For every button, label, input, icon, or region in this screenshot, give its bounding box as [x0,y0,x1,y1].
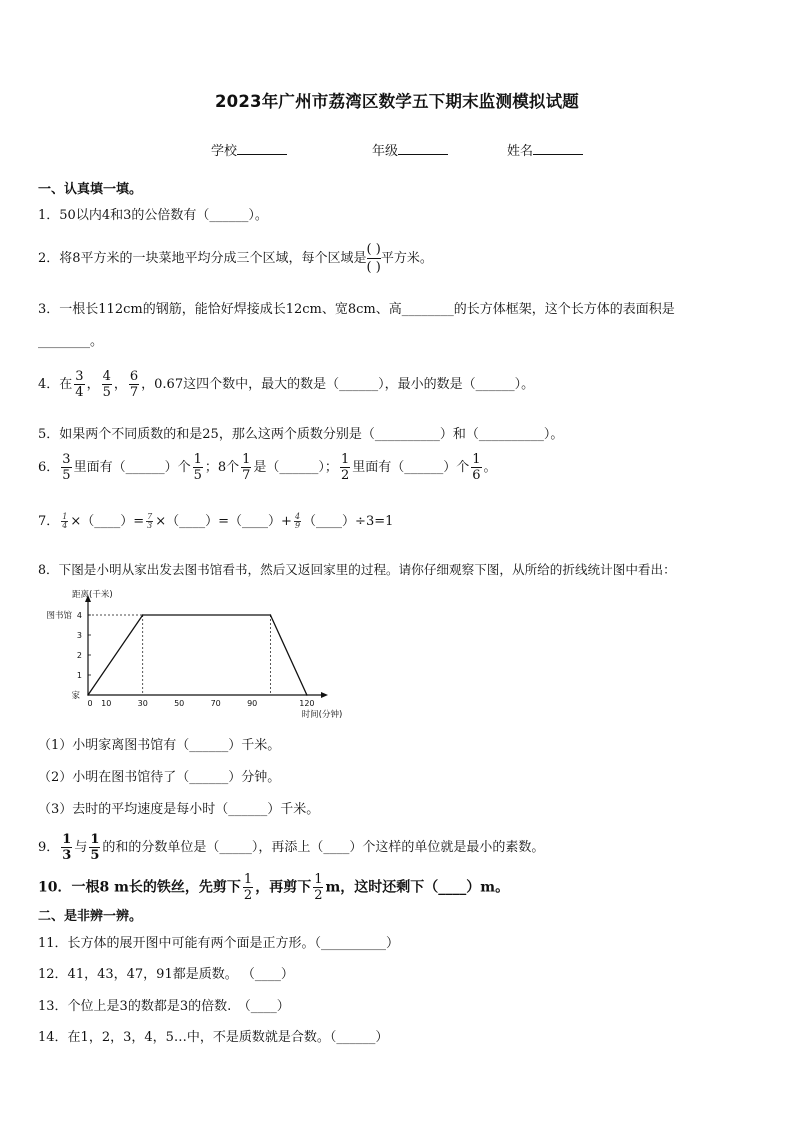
q7-fraction-3: $\frac{4}{9}$ [294,512,301,530]
data-point-3 [306,694,308,696]
data-point-2 [270,614,272,616]
question-2 [38,241,433,276]
q4-fraction-1: $\frac{3}{4}$ [75,369,84,400]
q10-pre: 10．一根8 m长的铁丝，先剪下 [38,879,241,896]
distance-time-chart [36,585,343,725]
question-12: 12．41，43，47，91都是质数。 （____） [38,967,294,982]
question-4 [38,369,534,400]
q2-fraction-blank[interactable] [367,241,381,276]
x-tick-label-90: 90 [247,699,258,708]
q4-sep2: ， [113,377,127,392]
y-axis-label: 距离(千米) [72,590,113,600]
q6-t5: 。 [483,460,497,475]
x-axis-arrow [321,692,328,698]
question-8-sub2: （2）小明在图书馆待了（______）分钟。 [38,770,281,785]
grade-blank[interactable] [398,142,448,155]
y-special-label-0: 家 [71,691,80,701]
q4-fraction-2: $\frac{4}{5}$ [102,369,111,400]
y-special-label-4: 图书馆 [46,611,72,621]
data-point-0 [87,694,89,696]
school-blank[interactable] [237,142,287,155]
q2-numerator: ( ) [366,242,381,257]
q7-t1: ×（____）= [70,514,145,529]
q6-t2: ；8个 [204,460,240,475]
q6-pre: 6． [38,460,60,475]
q4-sep1: ， [86,377,100,392]
q4-fraction-3: $\frac{6}{7}$ [129,369,139,400]
name-blank[interactable] [533,142,583,155]
q10-t2: m，这时还剩下（____）m。 [325,879,510,896]
question-6 [38,452,497,483]
q4-post: ，0.67这四个数中，最大的数是（______），最小的数是（______）。 [141,377,535,392]
q6-fraction-a: $\frac{3}{5}$ [62,452,71,483]
q7-fraction-2: $\frac{7}{3}$ [147,512,153,530]
school-field [211,140,287,159]
y-tick-label-4: 4 [76,611,82,620]
grade-label: 年级 [372,144,399,159]
q9-t1: 与 [74,840,88,855]
question-8-sub1: （1）小明家离图书馆有（______）千米。 [38,738,281,753]
x-axis-label: 时间(分钟) [301,710,343,720]
name-label: 姓名 [507,144,534,159]
q9-t2: 的和的分数单位是（_____），再添上（____）个这样的单位就是最小的素数。 [102,840,545,855]
question-1: 1．50以内4和3的公倍数有（______）。 [38,208,268,223]
q7-fraction-1: $\frac{1}{4}$ [62,512,68,530]
question-14: 14．在1，2，3，4，5…中，不是质数就是合数。（______） [38,1030,389,1045]
q10-fraction-b: $\frac{1}{2}$ [314,872,323,903]
question-13: 13．个位上是3的数都是3的倍数. （____） [38,999,290,1014]
question-3-line1: 3．一根长112cm的钢筋，能恰好焊接成长12cm、宽8cm、高________的长方体框架，这个长方体的表面积是 [38,302,675,317]
q9-pre: 9． [38,840,60,855]
grade-field [372,140,448,159]
name-field [507,140,583,159]
q7-pre: 7． [38,514,60,529]
q6-t3: 是（______）； [253,460,338,475]
x-tick-label-120: 120 [299,699,315,708]
q6-t4: 里面有（______）个 [352,460,470,475]
page-title: 2023年广州市荔湾区数学五下期末监测模拟试题 [214,92,580,111]
section1-heading: 一、认真填一填。 [38,182,143,197]
q4-pre: 4．在 [38,377,73,392]
x-tick-label-50: 50 [174,699,185,708]
question-8: 8．下图是小明从家出发去图书馆看书，然后又返回家里的过程。请你仔细观察下图，从所给的折线统计图中看出： [38,562,676,577]
q9-fraction-a: $\frac{1}{3}$ [62,832,72,863]
q7-t3: （____）÷3=1 [303,514,394,529]
q6-fraction-d: $\frac{1}{2}$ [340,452,350,483]
q6-fraction-c: $\frac{1}{7}$ [242,452,251,483]
question-5: 5．如果两个不同质数的和是25，那么这两个质数分别是（__________）和（__________）。 [38,427,564,442]
x-tick-label-30: 30 [137,699,148,708]
q6-t1: 里面有（______）个 [73,460,191,475]
school-label: 学校 [211,144,238,159]
question-3-line2: ________。 [38,334,104,349]
q10-fraction-a: $\frac{1}{2}$ [243,872,253,903]
q9-fraction-b: $\frac{1}{5}$ [90,832,100,863]
q2-denominator: ( ) [366,260,381,275]
q6-fraction-b: $\frac{1}{5}$ [193,452,202,483]
y-tick-label-1: 1 [76,671,82,680]
q2-pre: 2．将8平方米的一块菜地平均分成三个区域，每个区域是 [38,251,367,266]
question-11: 11．长方体的展开图中可能有两个面是正方形。（__________） [38,936,400,951]
y-tick-label-2: 2 [76,651,82,660]
q6-fraction-e: $\frac{1}{6}$ [472,452,481,483]
question-7 [38,513,393,530]
q2-post: 平方米。 [380,251,433,266]
data-point-1 [142,614,144,616]
y-tick-label-3: 3 [76,631,82,640]
x-tick-label-0: 0 [87,699,93,708]
x-tick-label-10: 10 [101,699,112,708]
q7-t2: ×（____）=（____）+ [155,514,292,529]
question-8-sub3: （3）去时的平均速度是每小时（______）千米。 [38,802,320,817]
question-10 [38,872,509,903]
q10-t1: ，再剪下 [255,879,312,896]
distance-series-line [88,615,307,695]
section2-heading: 二、是非辨一辨。 [38,909,143,924]
question-9 [38,832,544,863]
x-tick-label-70: 70 [210,699,221,708]
